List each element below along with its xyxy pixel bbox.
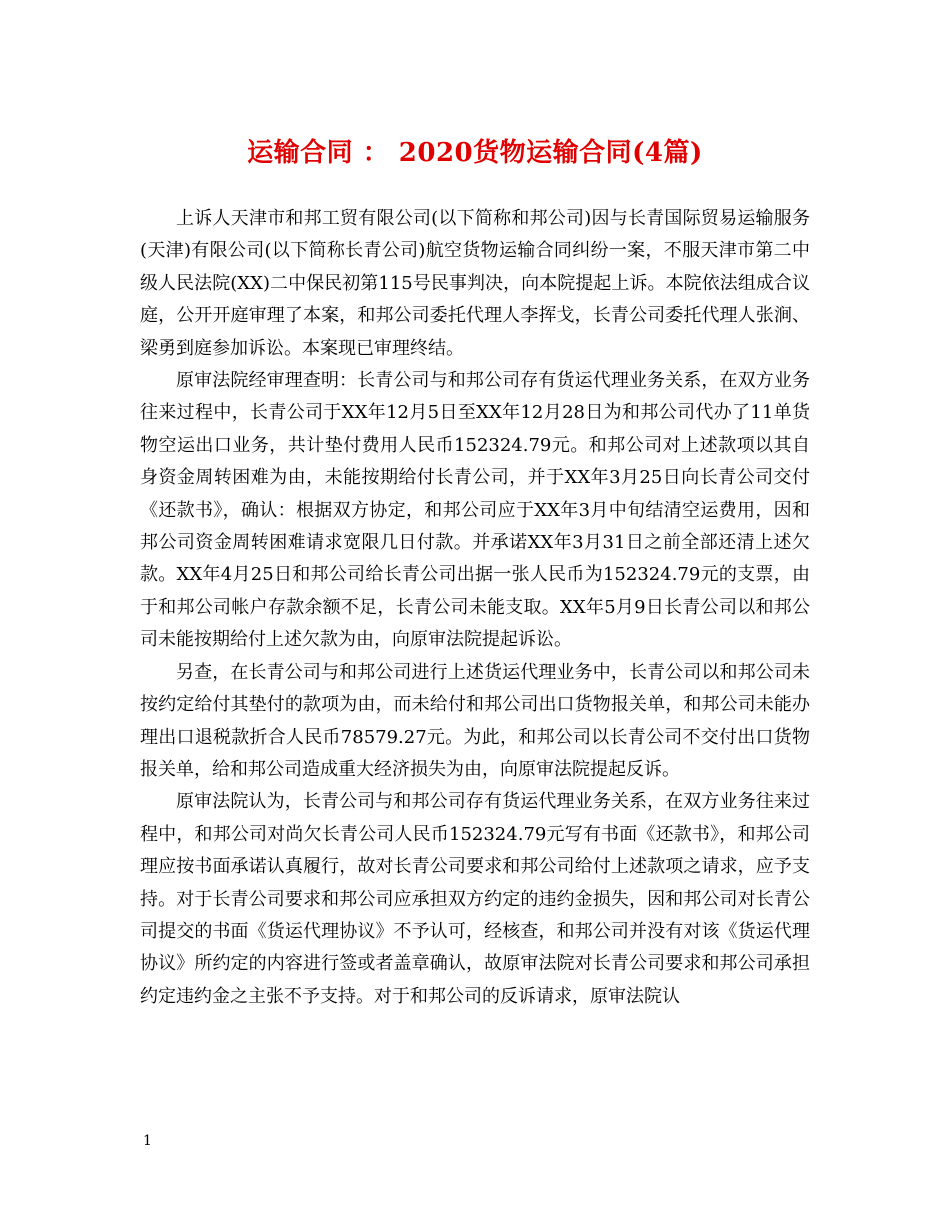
paragraph-4: 原审法院认为，长青公司与和邦公司存有货运代理业务关系，在双方业务往来过程中，和邦公司对尚欠长青公司人民币152324.79元写有书面《还款书》，和邦公司理应按书面承诺认真履行，故对长青公司要求和邦公司给付上述款项之请求，应予支持。对于长青公司要求和邦公司应承担双方约定的违约金损失，因和邦公司对长青公司提交的书面《货运代理协议》不予认可，经核查，和邦公司并没有对该《货运代理协议》所约定的内容进行签或者盖章确认，故原审法院对长青公司要求和邦公司承担约定违约金之主张不予支持。对于和邦公司的反诉请求，原审法院认 xyxy=(140,791,810,1007)
paragraph-2: 原审法院经审理查明：长青公司与和邦公司存有货运代理业务关系，在双方业务往来过程中，长青公司于XX年12月5日至XX年12月28日为和邦公司代办了11单货物空运出口业务，共计垫付费用人民币152324.79元。和邦公司对上述款项以其自身资金周转困难为由，未能按期给付长青公司，并于XX年3月25日向长青公司交付《还款书》，确认：根据双方协定，和邦公司应于XX年3月中旬结清空运费用，因和邦公司资金周转困难请求宽限几日付款。并承诺XX年3月31日之前全部还清上述欠款。XX年4月25日和邦公司给长青公司出据一张人民币为152324.79元的支票，由于和邦公司帐户存款余额不足，长青公司未能支取。XX年5月9日长青公司以和邦公司未能按期给付上述欠款为由，向原审法院提起诉讼。 xyxy=(140,370,810,651)
document-body xyxy=(140,203,810,1013)
paragraph-3: 另查，在长青公司与和邦公司进行上述货运代理业务中，长青公司以和邦公司未按约定给付其垫付的款项为由，而未给付和邦公司出口货物报关单，和邦公司未能办理出口退税款折合人民币78579.27元。为此，和邦公司以长青公司不交付出口货物报关单，给和邦公司造成重大经济损失为由，向原审法院提起反诉。 xyxy=(140,661,810,780)
paragraph-1: 上诉人天津市和邦工贸有限公司(以下简称和邦公司)因与长青国际贸易运输服务(天津)有限公司(以下简称长青公司)航空货物运输合同纠纷一案，不服天津市第二中级人民法院(XX)二中保民初第115号民事判决，向本院提起上诉。本院依法组成合议庭，公开开庭审理了本案，和邦公司委托代理人李挥戈，长青公司委托代理人张涧、梁勇到庭参加诉讼。本案现已审理终结。 xyxy=(140,208,810,359)
document-title: 运输合同 ： 2020货物运输合同(4篇) xyxy=(247,138,703,168)
page-number: 1 xyxy=(143,1133,152,1149)
